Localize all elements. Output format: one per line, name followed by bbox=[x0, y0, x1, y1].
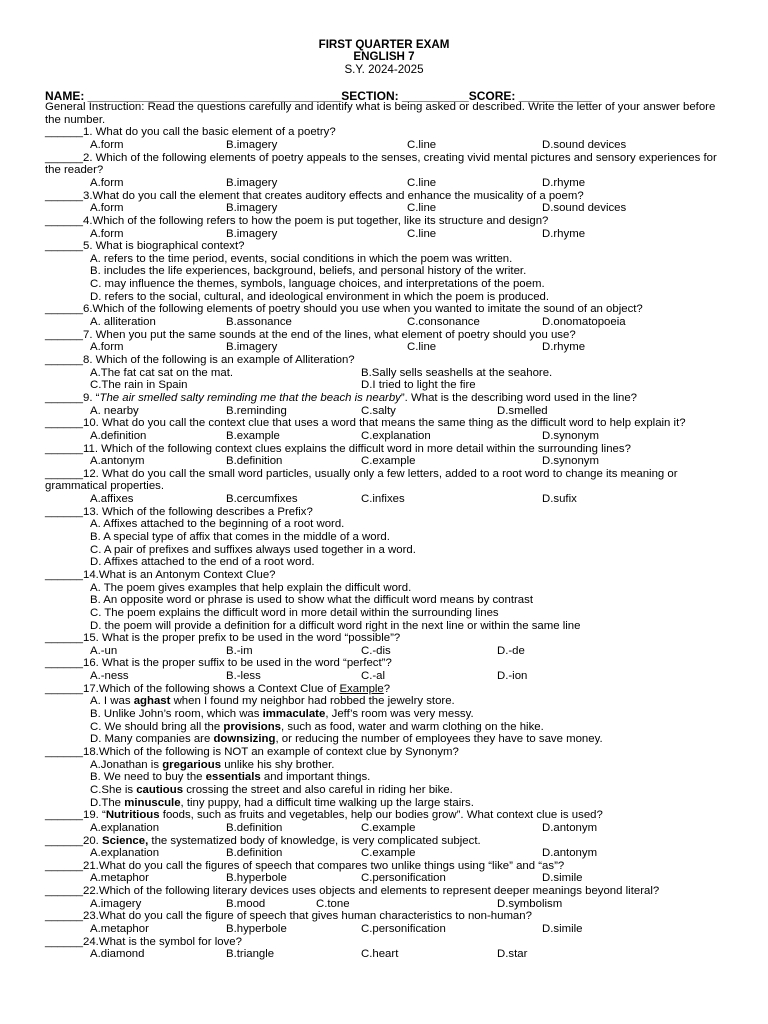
question-stem bbox=[45, 506, 730, 519]
choice-keyword: provisions bbox=[223, 720, 281, 733]
option[interactable]: A.form bbox=[90, 227, 124, 240]
choice-line[interactable]: B. includes the life experiences, background, beliefs, and personal history of the writer. bbox=[90, 265, 527, 278]
exam-title: FIRST QUARTER EXAM bbox=[318, 38, 450, 51]
question-text: 11. Which of the following context clues explains the difficult word in more detail within the surrounding lines? bbox=[83, 442, 631, 455]
option[interactable]: B.triangle bbox=[226, 948, 275, 961]
choice-keyword: immaculate bbox=[262, 708, 326, 721]
option[interactable]: D.rhyme bbox=[542, 341, 586, 354]
answer-blank[interactable]: ______ bbox=[45, 240, 84, 253]
question-stem bbox=[45, 885, 730, 898]
option-row bbox=[45, 430, 730, 443]
question-stem bbox=[45, 910, 730, 923]
option[interactable]: B.Sally sells seashells at the seahore. bbox=[361, 366, 553, 379]
choice-text: C.She is bbox=[90, 783, 137, 796]
answer-blank[interactable]: ______ bbox=[45, 151, 84, 164]
question-text: 3.What do you call the element that creates auditory effects and enhance the musicality of a poem? bbox=[83, 189, 584, 202]
option[interactable]: C.tone bbox=[316, 897, 350, 910]
question-text: 20. bbox=[83, 834, 103, 847]
option[interactable]: B.example bbox=[226, 429, 280, 442]
choice-line[interactable] bbox=[45, 695, 730, 708]
question-text: 16. What is the proper suffix to be used in the word “perfect”? bbox=[83, 657, 392, 670]
option[interactable]: B.hyperbole bbox=[226, 872, 287, 885]
option[interactable]: B.definition bbox=[226, 847, 283, 860]
option[interactable]: A.explanation bbox=[90, 821, 160, 834]
choice-keyword: essentials bbox=[205, 771, 261, 784]
question-keyword: Science, bbox=[102, 834, 149, 847]
question-quote: The air smelled salty reminding me that the beach is nearby bbox=[99, 391, 401, 404]
question-text: 6.Which of the following elements of poetry should you use when you wanted to imitate the sound of an object? bbox=[83, 303, 643, 316]
name-field[interactable]: ______________________________________ bbox=[87, 89, 342, 103]
option[interactable]: B.reminding bbox=[226, 404, 287, 417]
option[interactable]: C.consonance bbox=[407, 316, 480, 329]
option[interactable]: D.sound devices bbox=[542, 138, 627, 151]
choice-text: unlike his shy brother. bbox=[221, 758, 335, 771]
choice-text: and important things. bbox=[260, 771, 371, 784]
option[interactable]: A.explanation bbox=[90, 847, 160, 860]
option-row bbox=[45, 202, 730, 215]
choice-line[interactable] bbox=[45, 721, 730, 734]
option[interactable]: B.cercumfixes bbox=[226, 493, 298, 506]
option-row bbox=[45, 316, 730, 329]
answer-blank[interactable]: ______ bbox=[45, 328, 84, 341]
choice-line[interactable] bbox=[45, 784, 730, 797]
option[interactable]: A.form bbox=[90, 341, 124, 354]
option[interactable]: D.-de bbox=[497, 644, 525, 657]
question-text: 9. “ bbox=[83, 391, 100, 404]
option-row bbox=[45, 177, 730, 190]
choice-text: B. We need to buy the bbox=[90, 771, 206, 784]
question-text: 10. What do you call the context clue that uses a word that means the same thing as the difficult word to help explain it? bbox=[83, 417, 686, 430]
choice-text: B. Unlike John’s room, which was bbox=[90, 708, 263, 721]
choice-line[interactable]: D. refers to the social, cultural, and ideological environment in which the poem is produced. bbox=[90, 290, 550, 303]
question-text: foods, such as fruits and vegetables, help our bodies grow”. What context clue is used? bbox=[159, 809, 603, 822]
question-keyword: Example bbox=[339, 682, 384, 695]
choice-text: C. We should bring all the bbox=[90, 720, 224, 733]
option[interactable]: A. alliteration bbox=[90, 316, 156, 329]
option[interactable]: A.-ness bbox=[90, 670, 129, 683]
question-stem bbox=[45, 303, 730, 316]
option[interactable]: B.imagery bbox=[226, 227, 278, 240]
option[interactable]: C.explanation bbox=[361, 429, 431, 442]
option[interactable]: D.sound devices bbox=[542, 202, 627, 215]
choice-line[interactable]: C. A pair of prefixes and suffixes always used together in a word. bbox=[90, 543, 416, 556]
choice-text: A.Jonathan is bbox=[90, 758, 163, 771]
option[interactable]: D.simile bbox=[542, 923, 583, 936]
choice-text: D. Many companies are bbox=[90, 733, 214, 746]
answer-blank[interactable]: ______ bbox=[45, 632, 84, 645]
question-text: 14.What is an Antonym Context Clue? bbox=[83, 568, 276, 581]
option[interactable]: B.-im bbox=[226, 644, 253, 657]
question-text: 5. What is biographical context? bbox=[83, 240, 245, 253]
answer-blank[interactable]: ______ bbox=[45, 834, 84, 847]
option[interactable]: B.mood bbox=[226, 897, 266, 910]
option[interactable]: C.salty bbox=[361, 404, 396, 417]
option-row bbox=[45, 847, 730, 860]
option[interactable]: C.personification bbox=[361, 872, 446, 885]
option-row bbox=[45, 822, 730, 835]
question-text: 19. “ bbox=[83, 809, 106, 822]
question-text: 21.What do you call the figures of speech that compares two unlike things using “like” and “as”? bbox=[83, 859, 565, 872]
option[interactable]: D.smelled bbox=[497, 404, 548, 417]
choice-text: D.The bbox=[90, 796, 125, 809]
question-stem bbox=[45, 936, 730, 949]
answer-blank[interactable]: ______ bbox=[45, 189, 84, 202]
answer-blank[interactable]: ______ bbox=[45, 885, 84, 898]
choice-line[interactable] bbox=[45, 797, 730, 810]
option[interactable]: A.metaphor bbox=[90, 923, 149, 936]
question-text: 23.What do you call the figure of speech that gives human characteristics to non-human? bbox=[83, 910, 532, 923]
answer-blank[interactable]: ______ bbox=[45, 442, 84, 455]
option-row bbox=[45, 341, 730, 354]
question-list bbox=[45, 126, 730, 961]
option[interactable]: C.infixes bbox=[361, 493, 405, 506]
option[interactable]: B.hyperbole bbox=[226, 923, 287, 936]
option[interactable]: B.imagery bbox=[226, 341, 278, 354]
option[interactable]: D.antonym bbox=[542, 847, 598, 860]
option[interactable]: C.The rain in Spain bbox=[90, 379, 188, 392]
section-field[interactable]: __________ bbox=[401, 89, 469, 103]
option[interactable]: A.antonym bbox=[90, 455, 145, 468]
option-row bbox=[45, 670, 730, 683]
choice-line[interactable]: D. the poem will provide a definition for a difficult word right in the next line or within the same line bbox=[90, 619, 581, 632]
question-stem bbox=[45, 392, 730, 405]
choice-line[interactable]: B. An opposite word or phrase is used to show what the difficult word means by contrast bbox=[90, 594, 533, 607]
question-stem bbox=[45, 860, 730, 873]
answer-blank[interactable]: ______ bbox=[45, 303, 84, 316]
choice-text: , such as food, water and warm clothing on the hike. bbox=[281, 720, 544, 733]
question-text: 8. Which of the following is an example of Alliteration? bbox=[83, 353, 355, 366]
choice-text: , Jeff’s room was very messy. bbox=[325, 708, 474, 721]
choice-line[interactable]: B. A special type of affix that comes in the middle of a word. bbox=[90, 531, 390, 544]
question-stem bbox=[45, 746, 730, 759]
option[interactable]: D.onomatopoeia bbox=[542, 316, 626, 329]
option[interactable]: A.definition bbox=[90, 429, 147, 442]
option[interactable]: D.sufix bbox=[542, 493, 577, 506]
question-text: 7. When you put the same sounds at the end of the lines, what element of poetry should you use? bbox=[83, 328, 576, 341]
option[interactable]: A.The fat cat sat on the mat. bbox=[90, 366, 234, 379]
answer-blank[interactable]: ______ bbox=[45, 391, 84, 404]
option-row bbox=[45, 139, 730, 152]
option[interactable]: B.imagery bbox=[226, 202, 278, 215]
option-row bbox=[45, 379, 730, 392]
choice-text: , or reducing the number of employees they have to save money. bbox=[275, 733, 603, 746]
question-text: 1. What do you call the basic element of a poetry? bbox=[83, 126, 336, 139]
choice-line[interactable]: C. The poem explains the difficult word in more detail within the surrounding lines bbox=[90, 606, 499, 619]
answer-blank[interactable]: ______ bbox=[45, 935, 84, 948]
choice-keyword: downsizing bbox=[213, 733, 276, 746]
question-text: ”. What is the describing word used in the line? bbox=[400, 391, 638, 404]
option[interactable]: B.imagery bbox=[226, 176, 278, 189]
choice-line[interactable]: A. refers to the time period, events, social conditions in which the poem was written. bbox=[90, 252, 513, 265]
answer-blank[interactable]: ______ bbox=[45, 467, 84, 480]
choice-keyword: aghast bbox=[133, 695, 171, 708]
option[interactable]: D.antonym bbox=[542, 821, 598, 834]
answer-blank[interactable]: ______ bbox=[45, 682, 84, 695]
option[interactable]: C.heart bbox=[361, 948, 399, 961]
choice-keyword: gregarious bbox=[162, 758, 222, 771]
question-stem bbox=[45, 657, 730, 670]
option[interactable]: D.rhyme bbox=[542, 227, 586, 240]
exam-body bbox=[45, 101, 730, 961]
question-stem bbox=[45, 632, 730, 645]
question-text: 17.Which of the following shows a Context Clue of bbox=[83, 682, 340, 695]
option[interactable]: A.form bbox=[90, 176, 124, 189]
option-row bbox=[45, 923, 730, 936]
option-row bbox=[45, 405, 730, 418]
question-text: 12. What do you call the small word particles, usually only a few letters, added to a root word to change its meaning or grammatical properties. bbox=[45, 467, 678, 493]
option-row bbox=[45, 872, 730, 885]
choice-line[interactable]: A. Affixes attached to the beginning of a root word. bbox=[90, 518, 345, 531]
question-stem bbox=[45, 569, 730, 582]
question-stem bbox=[45, 683, 730, 696]
question-text: ? bbox=[383, 682, 391, 695]
question-text: 4.Which of the following refers to how the poem is put together, like its structure and design? bbox=[83, 214, 549, 227]
answer-blank[interactable]: ______ bbox=[45, 417, 84, 430]
exam-subject: ENGLISH 7 bbox=[353, 50, 415, 63]
question-stem bbox=[45, 152, 730, 177]
question-text: 15. What is the proper prefix to be used in the word “possible”? bbox=[83, 632, 401, 645]
option[interactable]: C.-dis bbox=[361, 644, 391, 657]
choice-text: A. I was bbox=[90, 695, 134, 708]
choice-line[interactable]: C. may influence the themes, symbols, language choices, and interpretations of the poem. bbox=[90, 278, 545, 291]
question-text: 24.What is the symbol for love? bbox=[83, 935, 242, 948]
choice-text: crossing the street and also careful in riding her bike. bbox=[183, 783, 453, 796]
question-stem bbox=[45, 835, 730, 848]
option[interactable]: C.example bbox=[361, 455, 416, 468]
answer-blank[interactable]: ______ bbox=[45, 746, 84, 758]
option[interactable]: D.synonym bbox=[542, 455, 599, 468]
question-stem bbox=[45, 443, 730, 456]
option[interactable]: B.-less bbox=[226, 670, 261, 683]
score-field[interactable]: ___________ bbox=[518, 89, 593, 103]
answer-blank[interactable]: ______ bbox=[45, 859, 84, 872]
option[interactable]: A.form bbox=[90, 138, 124, 151]
option[interactable]: A.affixes bbox=[90, 493, 134, 506]
option[interactable]: A.form bbox=[90, 202, 124, 215]
option[interactable]: D.I tried to light the fire bbox=[361, 379, 476, 392]
question-stem bbox=[45, 240, 730, 253]
question-text: 18.Which of the following is NOT an example of context clue by Synonym? bbox=[83, 746, 459, 758]
option[interactable]: D.-ion bbox=[497, 670, 528, 683]
option[interactable]: C.example bbox=[361, 821, 416, 834]
answer-blank[interactable]: ______ bbox=[45, 809, 84, 822]
answer-blank[interactable]: ______ bbox=[45, 568, 84, 581]
option[interactable]: C.line bbox=[407, 138, 437, 151]
option[interactable]: C.line bbox=[407, 176, 437, 189]
question-stem bbox=[45, 329, 730, 342]
general-instruction: General Instruction: Read the questions carefully and identify what is being asked or described. Write the letter of your answer before the number. bbox=[45, 101, 716, 126]
answer-blank[interactable]: ______ bbox=[45, 657, 84, 670]
name-label: NAME: bbox=[45, 89, 85, 103]
option[interactable]: D.symbolism bbox=[497, 897, 563, 910]
option[interactable]: A.diamond bbox=[90, 948, 145, 961]
option[interactable]: A. nearby bbox=[90, 404, 139, 417]
choice-keyword: minuscule bbox=[124, 796, 181, 809]
question-stem bbox=[45, 354, 730, 367]
choice-line[interactable] bbox=[45, 733, 730, 746]
option[interactable]: C.example bbox=[361, 847, 416, 860]
option-row bbox=[45, 367, 730, 380]
question-text: 2. Which of the following elements of poetry appeals to the senses, creating vivid mental pictures and sensory experiences for the reader? bbox=[45, 151, 717, 177]
score-label: SCORE: bbox=[468, 89, 516, 103]
option-row bbox=[45, 948, 730, 961]
choice-line[interactable] bbox=[45, 708, 730, 721]
answer-blank[interactable]: ______ bbox=[45, 505, 84, 518]
question-text: 22.Which of the following literary devices uses objects and elements to represent deeper meanings beyond literal? bbox=[83, 885, 660, 898]
question-stem bbox=[45, 809, 730, 822]
question-text: the systematized body of knowledge, is very complicated subject. bbox=[148, 834, 481, 847]
choice-line[interactable] bbox=[45, 771, 730, 784]
choice-text: , tiny puppy, had a difficult time walking up the large stairs. bbox=[180, 796, 474, 809]
question-stem bbox=[45, 417, 730, 430]
answer-blank[interactable]: ______ bbox=[45, 910, 84, 923]
answer-blank[interactable]: ______ bbox=[45, 353, 84, 366]
option[interactable]: A.metaphor bbox=[90, 872, 149, 885]
choice-line[interactable] bbox=[45, 759, 730, 772]
option[interactable]: C.personification bbox=[361, 923, 446, 936]
option[interactable]: D.synonym bbox=[542, 429, 599, 442]
option[interactable]: C.line bbox=[407, 227, 437, 240]
option[interactable]: D.rhyme bbox=[542, 176, 586, 189]
option[interactable]: B.definition bbox=[226, 455, 283, 468]
question-stem bbox=[45, 215, 730, 228]
option[interactable]: C.line bbox=[407, 202, 437, 215]
question-stem bbox=[45, 190, 730, 203]
option[interactable]: B.assonance bbox=[226, 316, 292, 329]
school-year: S.Y. 2024-2025 bbox=[344, 63, 424, 76]
choice-line[interactable]: D. Affixes attached to the end of a root word. bbox=[90, 556, 315, 569]
option[interactable]: D.simile bbox=[542, 872, 583, 885]
section-label: SECTION: bbox=[341, 89, 399, 103]
option-row bbox=[45, 898, 730, 911]
option-row bbox=[45, 228, 730, 241]
option[interactable]: B.imagery bbox=[226, 138, 278, 151]
option[interactable]: C.line bbox=[407, 341, 437, 354]
option[interactable]: D.star bbox=[497, 948, 528, 961]
option-row bbox=[45, 455, 730, 468]
question-keyword: Nutritious bbox=[105, 809, 160, 822]
option-row bbox=[45, 493, 730, 506]
option[interactable]: A.-un bbox=[90, 644, 118, 657]
answer-blank[interactable]: ______ bbox=[45, 214, 84, 227]
question-stem bbox=[45, 468, 730, 493]
choice-text: when I found my neighbor had robbed the jewelry store. bbox=[170, 695, 455, 708]
option[interactable]: B.definition bbox=[226, 821, 283, 834]
option[interactable]: C.-al bbox=[361, 670, 386, 683]
answer-blank[interactable]: ______ bbox=[45, 126, 84, 139]
option[interactable]: A.imagery bbox=[90, 897, 142, 910]
choice-keyword: cautious bbox=[136, 783, 184, 796]
question-text: 13. Which of the following describes a Prefix? bbox=[83, 505, 313, 518]
option-row bbox=[45, 645, 730, 658]
choice-line[interactable]: A. The poem gives examples that help explain the difficult word. bbox=[90, 581, 412, 594]
question-stem bbox=[45, 126, 730, 139]
